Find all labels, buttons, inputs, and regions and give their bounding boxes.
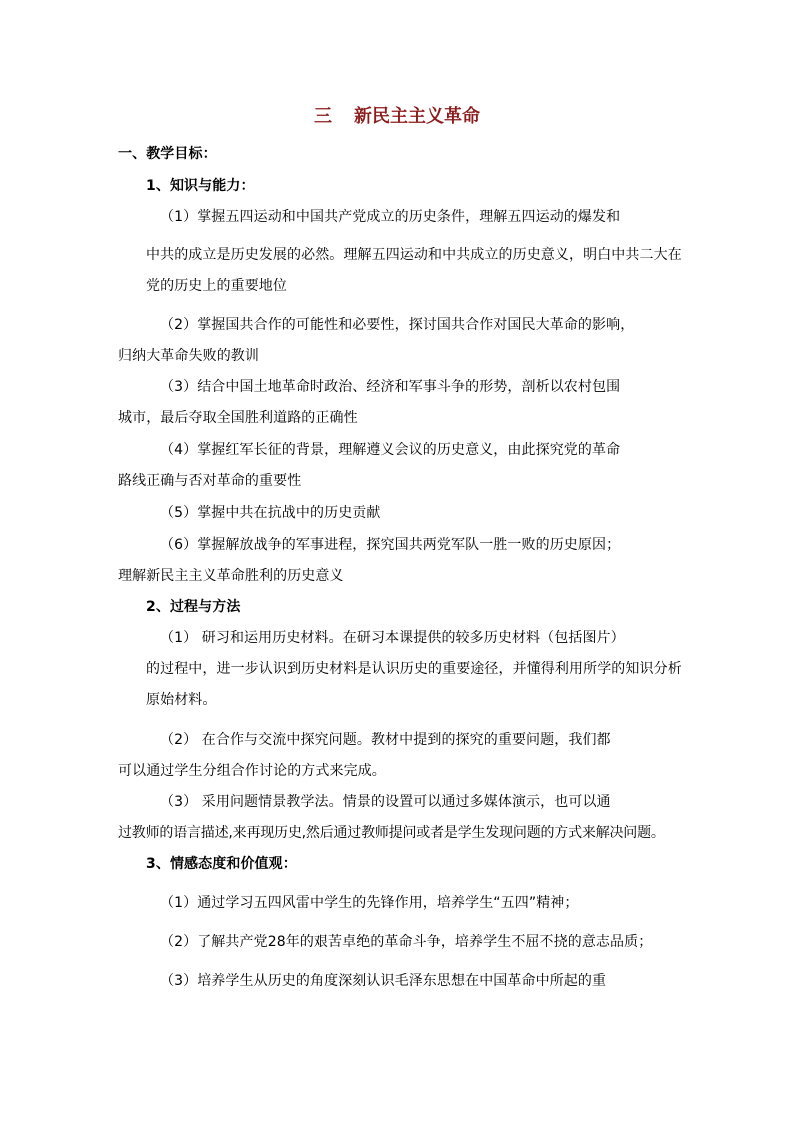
- paragraph-line: 过教师的语言描述,来再现历史,然后通过教师提问或者是学生发现问题的方式来解决问题。: [118, 825, 665, 841]
- paragraph-line: （2）掌握国共合作的可能性和必要性，探讨国共合作对国民大革命的影响，: [160, 317, 635, 333]
- paragraph-line: （3） 采用问题情景教学法。情景的设置可以通过多媒体演示，也可以通: [160, 794, 611, 810]
- paragraph-line: （1）通过学习五四风雷中学生的先锋作用，培养学生“五四”精神；: [160, 895, 579, 911]
- subheading-process-method: 2、过程与方法: [146, 599, 241, 615]
- paragraph-line: 原始材料。: [146, 692, 217, 708]
- paragraph-line: （3）培养学生从历史的角度深刻认识毛泽东思想在中国革命中所起的重: [160, 973, 607, 989]
- paragraph-line: （2）了解共产党28年的艰苦卓绝的革命斗争，培养学生不屈不挠的意志品质；: [160, 934, 653, 950]
- section-heading-teaching-goals: 一、教学目标：: [118, 146, 217, 162]
- paragraph-line: 路线正确与否对革命的重要性: [118, 473, 302, 489]
- paragraph-line: 党的历史上的重要地位: [146, 278, 287, 294]
- paragraph-line: 城市，最后夺取全国胜利道路的正确性: [118, 410, 358, 426]
- paragraph-line: （1）掌握五四运动和中国共产党成立的历史条件，理解五四运动的爆发和: [160, 209, 621, 225]
- paragraph-line: （5）掌握中共在抗战中的历史贡献: [160, 505, 381, 521]
- paragraph-line: （3）结合中国土地革命时政治、经济和军事斗争的形势，剖析以农村包围: [160, 379, 621, 395]
- paragraph-line: 归纳大革命失败的教训: [118, 348, 259, 364]
- paragraph-line: （6）掌握解放战争的军事进程，探究国共两党军队一胜一败的历史原因；: [160, 537, 621, 553]
- paragraph-line: 可以通过学生分组合作讨论的方式来完成。: [118, 763, 386, 779]
- paragraph-line: 中共的成立是历史发展的必然。理解五四运动和中共成立的历史意义，明白中共二大在: [146, 247, 682, 263]
- subheading-emotion-values: 3、情感态度和价值观：: [146, 856, 297, 872]
- paragraph-line: （2） 在合作与交流中探究问题。教材中提到的探究的重要问题，我们都: [160, 732, 611, 748]
- title-text: 新民主主义革命: [354, 106, 480, 127]
- page-title: [0, 105, 794, 129]
- title-number: 三: [314, 106, 332, 127]
- paragraph-line: 的过程中，进一步认识到历史材料是认识历史的重要途径，并懂得利用所学的知识分析: [146, 661, 682, 677]
- paragraph-line: （4）掌握红军长征的背景，理解遵义会议的历史意义，由此探究党的革命: [160, 442, 621, 458]
- paragraph-line: （1） 研习和运用历史材料。在研习本课提供的较多历史材料（包括图片）: [160, 630, 625, 646]
- paragraph-line: 理解新民主主义革命胜利的历史意义: [118, 568, 344, 584]
- subheading-knowledge-ability: 1、知识与能力：: [146, 178, 255, 194]
